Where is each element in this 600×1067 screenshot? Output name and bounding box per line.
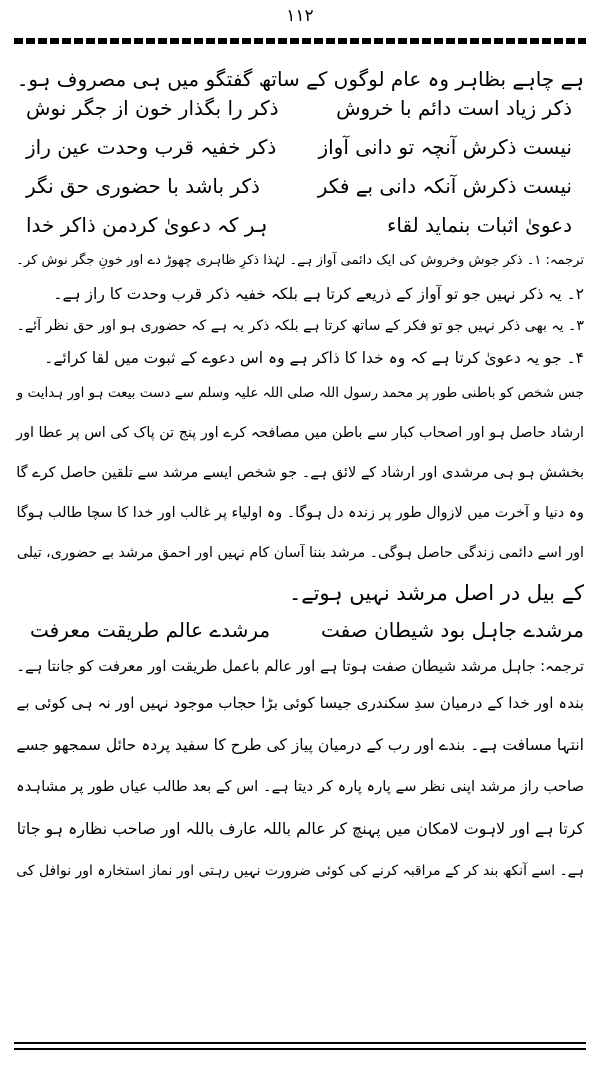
header-dashed-rule bbox=[14, 38, 586, 44]
translation-line: ۳۔ یہ بھی ذکر نہیں جو تو فکر کے ساتھ کرتا ہے بلکہ ذکر یہ ہے کہ حضوری ہو اور حق نظر آئے۔ bbox=[16, 318, 584, 334]
paragraph-line: ہے۔ اسے آنکھ بند کر کے مراقبہ کرنے کی کوئی ضرورت نہیں رہتی اور نماز استخارہ اور نوافل کی bbox=[16, 863, 584, 879]
translation-line: ترجمہ: ۱۔ ذکر جوش وخروش کی ایک دائمی آواز ہے۔ لہٰذا ذکرِ ظاہری چھوڑ دے اور خونِ جگر نوش کر۔ bbox=[16, 253, 584, 268]
paragraph-line: بخشش ہو ہی مرشدی اور ارشاد کے لائق ہے۔ جو شخص ایسے مرشد سے تلقین حاصل کرے گا bbox=[16, 465, 584, 481]
couplet-right: دعویٰ اثبات بنماید لقاء bbox=[386, 213, 572, 237]
couplet-left: ذکر خفیہ قرب وحدت عین راز bbox=[26, 135, 277, 159]
paragraph-line: انتہا مسافت ہے۔ بندے اور رب کے درمیان پیاز کی طرح کا سفید پردہ حائل سمجھو جسے bbox=[16, 736, 584, 754]
couplet-left: ذکر را بگذار خون از جگر نوش bbox=[26, 96, 279, 120]
footer-rule bbox=[14, 1048, 586, 1050]
couplet-left: ہر کہ دعویٰ کردمن ذاکر خدا bbox=[26, 213, 268, 237]
couplet-left: مرشدے عالم طریقت معرفت bbox=[30, 618, 271, 642]
translation-line: ۴۔ جو یہ دعویٰ کرتا ہے کہ وہ خدا کا ذاکر ہے وہ اس دعوے کے ثبوت میں لقا کرائے۔ bbox=[44, 349, 584, 367]
couplet-right: نیست ذکرش آنچہ تو دانی آواز bbox=[318, 135, 572, 159]
page-number: ۱۱۲ bbox=[286, 6, 314, 26]
paragraph-line: کے بیل در اصل مرشد نہیں ہوتے۔ bbox=[288, 581, 584, 605]
paragraph-line: اور اسے دائمی زندگی حاصل ہوگی۔ مرشد بننا آسان کام نہیں اور احمق مرشد بے حضوری، تیلی bbox=[16, 545, 584, 561]
paragraph-line: بندہ اور خدا کے درمیان سدِ سکندری جیسا کوئی بڑا حجاب موجود نہیں اور نہ ہی کوئی بے bbox=[16, 694, 584, 712]
couplet-right: نیست ذکرش آنکہ دانی بے فکر bbox=[317, 174, 572, 198]
footer-rule bbox=[14, 1042, 586, 1044]
paragraph-line: کرتا ہے اور لاہوت لامکان میں پہنچ کر عالم باللہ عارف باللہ اور صاحب نظارہ ہو جاتا bbox=[16, 819, 584, 838]
couplet-left: ذکر باشد با حضوری حق نگر bbox=[26, 174, 260, 198]
paragraph-line: ارشاد حاصل ہو اور اصحاب کبار سے باطن میں مصافحہ کرے اور پنج تن پاک کی اس پر عطا اور bbox=[16, 425, 584, 441]
couplet-right: ذکر زیاد است دائم با خروش bbox=[336, 96, 572, 120]
paragraph-line: وہ دنیا و آخرت میں لازوال طور پر زندہ دل ہوگا۔ وہ اولیاء پر غالب اور خدا کا سچا طالب ہوگا bbox=[16, 505, 584, 521]
paragraph-line: صاحب راز مرشد اپنی نظر سے پارہ پارہ کر دیتا ہے۔ اس کے بعد طالب عیاں طور پر مشاہدہ bbox=[16, 778, 584, 795]
translation-line: ۲۔ یہ ذکر نہیں جو تو آواز کے ذریعے کرتا ہے بلکہ خفیہ ذکر قرب وحدت کا راز ہے۔ bbox=[53, 285, 584, 303]
paragraph-line: جس شخص کو باطنی طور پر محمد رسول اللہ صلی اللہ علیہ وسلم سے دست بیعت ہو اور ہدایت و bbox=[16, 385, 584, 401]
couplet-right: مرشدے جاہل بود شیطان صفت bbox=[321, 618, 584, 642]
intro-line: ہے چاہے بظاہر وہ عام لوگوں کے ساتھ گفتگو میں ہی مصروف ہو۔ bbox=[16, 67, 584, 91]
translation-line: ترجمہ: جاہل مرشد شیطان صفت ہوتا ہے اور عالم باعمل طریقت اور معرفت کو جانتا ہے۔ bbox=[16, 657, 584, 675]
